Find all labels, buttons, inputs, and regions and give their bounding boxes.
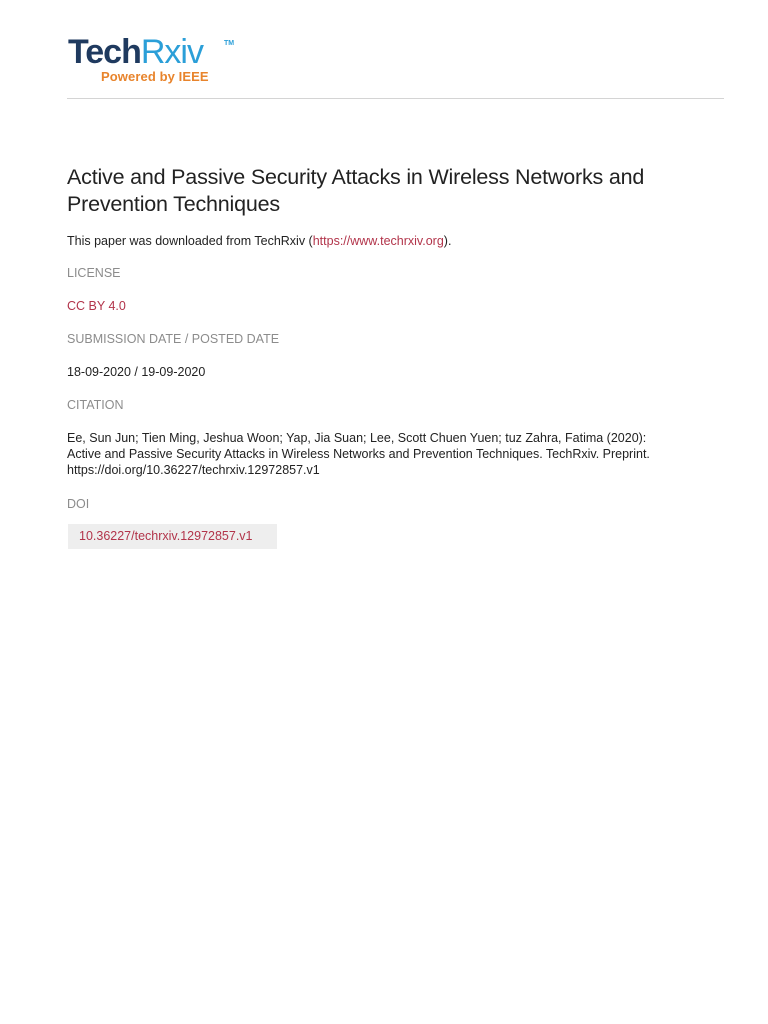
paper-title: Active and Passive Security Attacks in Wireless Networks and Prevention Techniques <box>67 165 645 216</box>
logo-rxiv-text: Rxiv <box>140 33 203 71</box>
doi-label: DOI <box>67 497 90 511</box>
citation-label: CITATION <box>67 398 124 412</box>
logo-tech-text: Tech <box>68 33 141 71</box>
citation-line: Ee, Sun Jun; Tien Ming, Jeshua Woon; Yap, Jia Suan; Lee, Scott Chuen Yuen; tuz Zahra, Fatima (2020): <box>67 431 647 445</box>
license-label: LICENSE <box>67 266 121 280</box>
citation-text <box>67 430 717 478</box>
license-link[interactable]: CC BY 4.0 <box>67 299 126 313</box>
dates-label: SUBMISSION DATE / POSTED DATE <box>67 332 280 346</box>
logo-trademark: TM <box>224 40 235 47</box>
citation-line: https://doi.org/10.36227/techrxiv.12972857.v1 <box>67 463 320 477</box>
logo-wordmark <box>68 34 203 70</box>
techrxiv-logo[interactable] <box>68 34 238 88</box>
techrxiv-link[interactable]: https://www.techrxiv.org <box>312 234 444 248</box>
logo-subtitle: Powered by IEEE <box>101 69 209 84</box>
download-note-suffix: ). <box>443 234 452 248</box>
dates-value: 18-09-2020 / 19-09-2020 <box>67 365 206 379</box>
download-note <box>67 233 451 249</box>
doi-link[interactable]: 10.36227/techrxiv.12972857.v1 <box>68 524 277 549</box>
citation-line: Active and Passive Security Attacks in Wireless Networks and Prevention Techniques. TechRxiv. Preprint. <box>67 447 650 461</box>
download-note-prefix: This paper was downloaded from TechRxiv ( <box>67 234 313 248</box>
header-divider <box>67 98 724 99</box>
